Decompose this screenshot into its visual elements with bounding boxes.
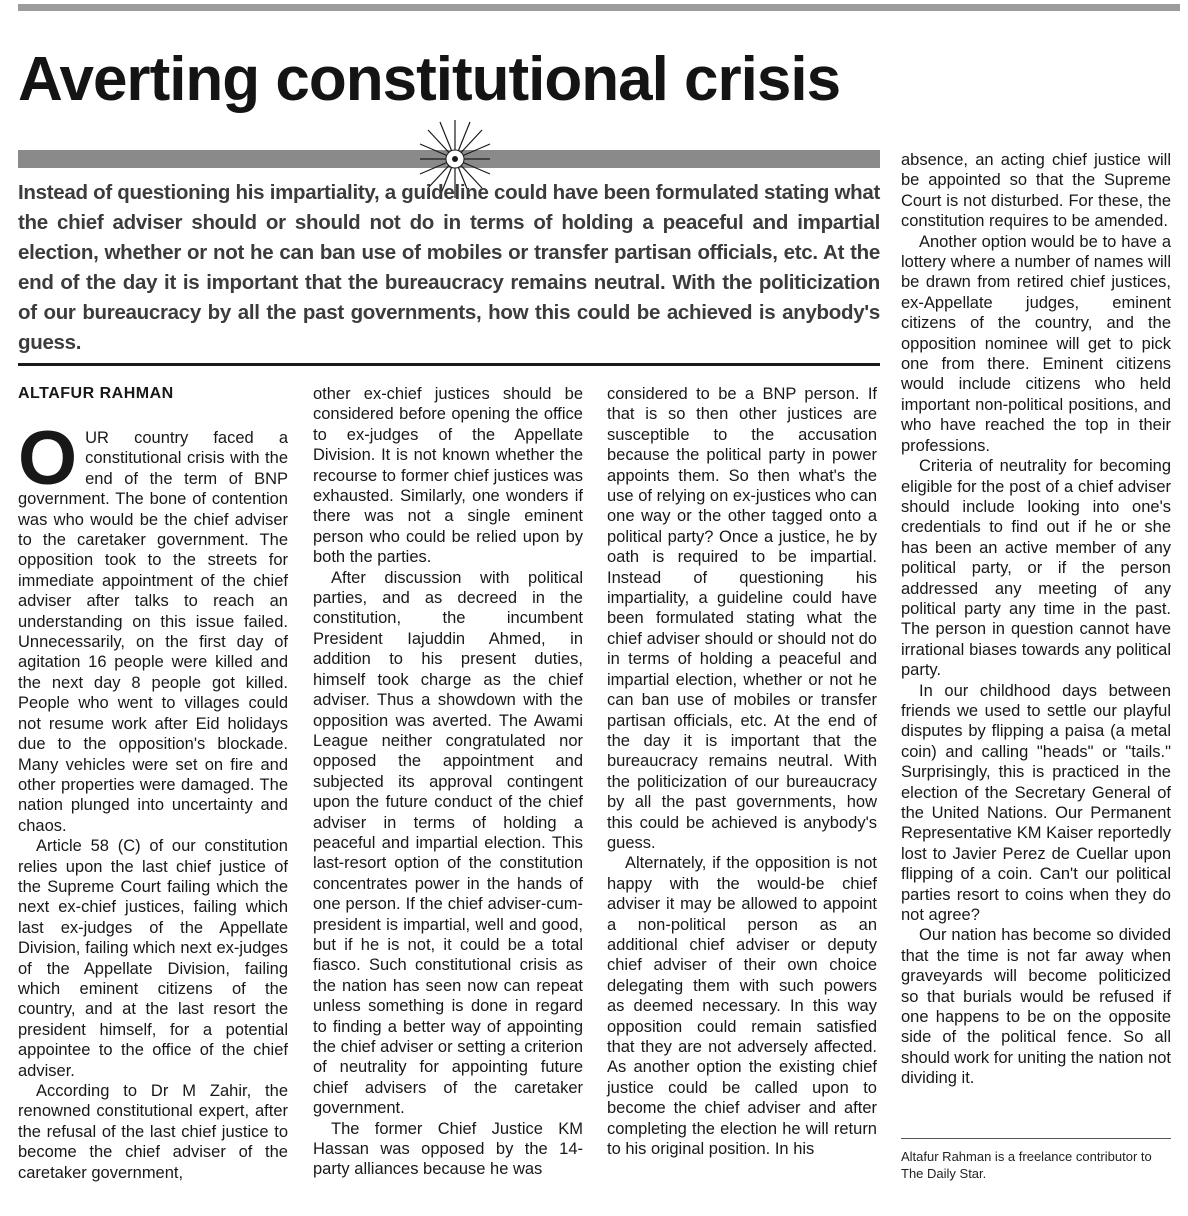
top-rule bbox=[18, 4, 1180, 11]
article-paragraph: other ex-chief justices should be considered before opening the office to ex-judges of the Appellate Division. It is not known whether the recourse to former chief justices was exhausted. Similarly, one wonders if there was not a single eminent person who could be relied upon by both the parties. bbox=[313, 385, 583, 567]
article-paragraph: Another option would be to have a lottery where a number of names will be drawn from retired chief justices, ex-Appellate judges, eminent citizens of the country, and the opposition nominee will get to pick one from there. Eminent citizens would include citizens who held important non-political positions, and who have reached the top in their professions. bbox=[901, 232, 1171, 455]
deck-bottom-rule bbox=[18, 363, 880, 366]
article-paragraph bbox=[18, 416, 288, 836]
article-column-2 bbox=[313, 384, 583, 1180]
paragraph-text: UR country faced a constitutional crisis with the end of the term of BNP government. The bone of contention was who would be the chief adviser to the caretaker government. The opposition took to the streets for immediate appointment of the chief adviser after talks to reach an understanding on this issue failed. Unnecessarily, on the first day of agitation 16 people were killed and the next day 8 people got killed. People who went to villages could not resume work after Eid holidays due to the opposition's blockade. Many vehicles were set on fire and other properties were damaged. The nation plunged into uncertainty and chaos. bbox=[18, 429, 288, 835]
article-column-3 bbox=[607, 384, 877, 1159]
article-paragraph: Article 58 (C) of our constitution relies upon the last chief justice of the Supreme Court failing which the next ex-chief justices, failing which last ex-judges of the Appellate Division, failing which next ex-judges of the Appellate Division, failing which eminent citizens of the country, and at the last resort the president himself, for a potential appointee to the office of the chief adviser. bbox=[18, 837, 288, 1080]
article-paragraph: Alternately, if the opposition is not happy with the would-be chief adviser it may be allowed to appoint a non-political person as an additional chief adviser or deputy chief adviser of their own choice delegating them with such powers as deemed necessary. In this way opposition could remain satisfied that they are not adversely affected. As another option the existing chief justice could be called upon to become the chief adviser and after completing the election he will return to his original position. In his bbox=[607, 854, 877, 1159]
headline: Averting constitutional crisis bbox=[18, 45, 841, 114]
drop-cap: O bbox=[18, 416, 78, 501]
byline: ALTAFUR RAHMAN bbox=[18, 385, 174, 402]
article-column-1 bbox=[18, 384, 288, 1183]
article-paragraph: In our childhood days between friends we used to settle our playful disputes by flipping a paisa (a metal coin) and calling "heads" or "tails." Surprisingly, this is practiced in the election of the Secretary General of the United Nations. Our Permanent Representative KM Kaiser reportedly lost to Javier Perez de Cuellar upon flipping of a coin. Can't our political parties resort to coins when they do not agree? bbox=[901, 681, 1171, 925]
article-paragraph: Our nation has become so divided that the time is not far away when graveyards will become politicized so that burials would be refused if one happens to be on the opposite side of the political fence. So all should work for uniting the nation not dividing it. bbox=[901, 926, 1171, 1088]
article-paragraph: considered to be a BNP person. If that is so then other justices are susceptible to the accusation because the political party in power appoints them. So then what's the use of relying on ex-justices who can one way or the other tagged onto a political party? Once a justice, he by oath is required to be impartial. Instead of questioning his impartiality, a guideline could have been formulated stating what the chief adviser should or should not do in terms of holding a peaceful and impartial election, whether or not he can ban use of mobiles or transfer partisan officials, etc. At the end of the day it is important that the bureaucracy remains neutral. With the politicization of our bureaucracy by all the past governments, how this could be achieved is anybody's guess. bbox=[607, 385, 877, 852]
article-paragraph: Criteria of neutrality for becoming eligible for the post of a chief adviser should include looking into one's credentials to find out if he or she has been an active member of any political party, or if the person addressed any meeting of any political party any time in the past. The person in question cannot have irrational biases towards any political party. bbox=[901, 457, 1171, 680]
article-column-4 bbox=[901, 150, 1171, 1089]
deck-summary: Instead of questioning his impartiality, a guideline could have been formulated stating what the chief adviser should or should not do in terms of holding a peaceful and impartial election, whether or not he can ban use of mobiles or transfer partisan officials, etc. At the end of the day it is important that the bureaucracy remains neutral. With the politicization of our bureaucracy by all the past governments, how this could be achieved is anybody's guess. bbox=[18, 181, 880, 354]
article-paragraph: The former Chief Justice KM Hassan was opposed by the 14-party alliances because he was bbox=[313, 1119, 583, 1179]
bio-rule bbox=[901, 1138, 1171, 1139]
article-paragraph: According to Dr M Zahir, the renowned constitutional expert, after the refusal of the last chief justice to become the chief adviser of the caretaker government, bbox=[18, 1082, 288, 1182]
article-paragraph: absence, an acting chief justice will be appointed so that the Supreme Court is not disturbed. For these, the constitution requires to be amended. bbox=[901, 151, 1171, 231]
article-paragraph: After discussion with political parties, and as decreed in the constitution, the incumbent President Iajuddin Ahmed, in addition to his present duties, himself took charge as the chief adviser. Thus a showdown with the opposition was averted. The Awami League neither congratulated nor opposed the appointment and subjected its approval contingent upon the future conduct of the chief adviser in terms of holding a peaceful and impartial election. This last-resort option of the constitution concentrates power in the hands of one person. If the chief adviser-cum-president is impartial, well and good, but if he is not, it could be a total fiasco. Such constitutional crisis as the nation has seen now can repeat unless something is done in regard to finding a better way of appointing the chief adviser or setting a criterion of neutrality for appointing future chief advisers of the caretaker government. bbox=[313, 568, 583, 1118]
author-bio: Altafur Rahman is a freelance contributor to The Daily Star. bbox=[901, 1149, 1152, 1181]
